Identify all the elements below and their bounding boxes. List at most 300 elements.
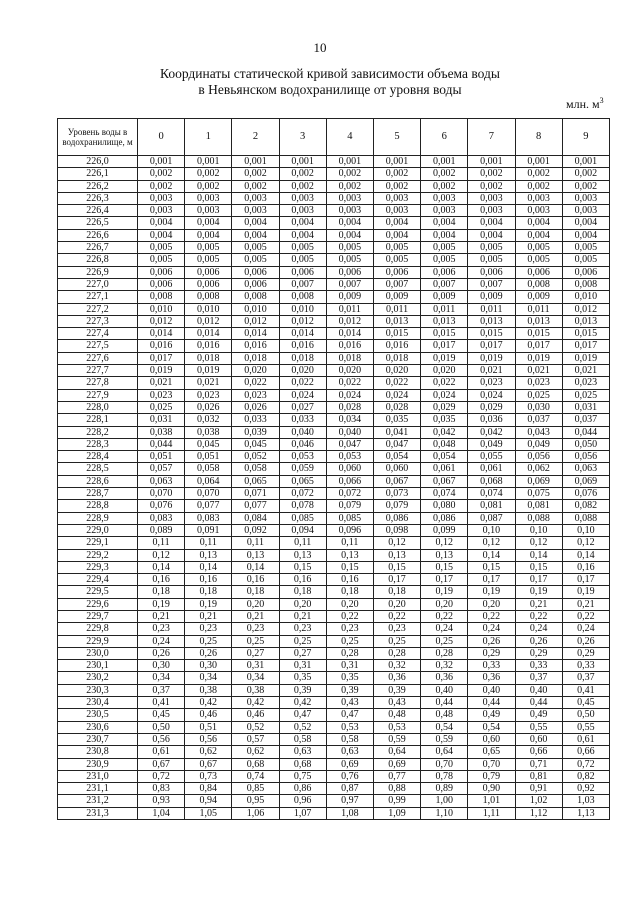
water-level-cell: 226,1 [58,168,138,180]
volume-cell: 0,16 [138,574,185,586]
volume-cell: 0,44 [468,697,515,709]
volume-cell: 0,28 [326,647,373,659]
volume-cell: 0,52 [232,721,279,733]
volume-cell: 0,56 [185,733,232,745]
volume-cell: 0,42 [185,697,232,709]
volume-cell: 0,025 [515,389,562,401]
volume-cell: 0,011 [373,303,420,315]
volume-cell: 0,021 [185,377,232,389]
table-row [58,623,610,635]
volume-cell: 0,003 [515,205,562,217]
volume-cell: 0,002 [185,180,232,192]
volume-cell: 0,001 [279,156,326,168]
volume-cell: 0,025 [138,401,185,413]
volume-cell: 0,037 [562,414,609,426]
volume-cell: 0,019 [468,352,515,364]
volume-cell: 0,50 [562,709,609,721]
volume-cell: 0,003 [326,192,373,204]
volume-cell: 0,060 [326,463,373,475]
volume-cell: 0,73 [185,770,232,782]
table-row [58,561,610,573]
volume-cell: 0,053 [279,451,326,463]
volume-cell: 0,004 [232,229,279,241]
volume-cell: 0,11 [185,537,232,549]
volume-cell: 0,008 [138,291,185,303]
volume-cell: 0,37 [562,672,609,684]
table-row [58,746,610,758]
volume-cell: 0,48 [373,709,420,721]
header-water-level: Уровень воды в водохранилище, м [58,119,138,156]
volume-cell: 0,44 [421,697,468,709]
volume-cell: 0,29 [562,647,609,659]
volume-cell: 0,14 [138,561,185,573]
table-row [58,807,610,819]
volume-cell: 0,22 [468,610,515,622]
volume-cell: 0,18 [138,586,185,598]
volume-cell: 0,30 [185,660,232,672]
table-row [58,365,610,377]
volume-cell: 0,041 [373,426,420,438]
volume-cell: 0,012 [232,315,279,327]
volume-cell: 0,42 [279,697,326,709]
volume-cell: 0,23 [138,623,185,635]
volume-cell: 0,003 [421,205,468,217]
volume-cell: 0,69 [326,758,373,770]
table-row [58,783,610,795]
volume-cell: 0,035 [373,414,420,426]
volume-cell: 0,040 [326,426,373,438]
volume-cell: 0,51 [185,721,232,733]
volume-cell: 0,15 [279,561,326,573]
volume-cell: 0,034 [326,414,373,426]
table-row [58,278,610,290]
volume-cell: 0,035 [421,414,468,426]
volume-cell: 0,004 [421,229,468,241]
volume-cell: 0,003 [421,192,468,204]
volume-cell: 0,004 [185,217,232,229]
volume-cell: 0,76 [326,770,373,782]
volume-cell: 0,033 [232,414,279,426]
volume-cell: 0,094 [279,524,326,536]
water-level-cell: 227,0 [58,278,138,290]
table-row [58,610,610,622]
water-level-cell: 227,2 [58,303,138,315]
volume-cell: 0,48 [421,709,468,721]
volume-cell: 0,17 [373,574,420,586]
volume-cell: 0,16 [232,574,279,586]
volume-cell: 0,10 [468,524,515,536]
volume-cell: 0,19 [562,586,609,598]
volume-cell: 0,062 [515,463,562,475]
volume-cell: 0,022 [279,377,326,389]
volume-cell: 0,21 [232,610,279,622]
volume-cell: 0,62 [185,746,232,758]
volume-cell: 1,09 [373,807,420,819]
water-level-cell: 226,2 [58,180,138,192]
volume-cell: 0,18 [232,586,279,598]
table-body [58,156,610,820]
volume-cell: 0,092 [232,524,279,536]
volume-cell: 0,87 [326,783,373,795]
volume-cell: 0,17 [562,574,609,586]
volume-cell: 0,045 [232,438,279,450]
volume-cell: 0,013 [515,315,562,327]
table-row [58,168,610,180]
volume-cell: 0,009 [421,291,468,303]
volume-cell: 0,15 [468,561,515,573]
water-level-cell: 226,8 [58,254,138,266]
volume-cell: 1,08 [326,807,373,819]
volume-cell: 0,46 [185,709,232,721]
volume-cell: 0,080 [421,500,468,512]
water-level-cell: 226,7 [58,242,138,254]
volume-cell: 0,005 [562,254,609,266]
water-level-cell: 230,6 [58,721,138,733]
water-level-cell: 228,6 [58,475,138,487]
volume-cell: 0,35 [326,672,373,684]
volume-cell: 0,59 [373,733,420,745]
volume-cell: 0,008 [185,291,232,303]
table-row [58,574,610,586]
volume-cell: 0,098 [373,524,420,536]
volume-cell: 0,002 [515,180,562,192]
volume-cell: 0,016 [279,340,326,352]
volume-cell: 0,23 [279,623,326,635]
volume-cell: 0,024 [326,389,373,401]
water-level-cell: 226,0 [58,156,138,168]
table-row [58,549,610,561]
volume-cell: 0,004 [373,229,420,241]
volume-cell: 0,21 [185,610,232,622]
volume-cell: 0,25 [279,635,326,647]
volume-cell: 0,011 [468,303,515,315]
volume-cell: 0,12 [138,549,185,561]
volume-cell: 0,002 [421,168,468,180]
volume-cell: 0,29 [468,647,515,659]
water-level-cell: 228,2 [58,426,138,438]
volume-cell: 0,088 [515,512,562,524]
volume-cell: 0,038 [185,426,232,438]
volume-cell: 0,002 [421,180,468,192]
volume-cell: 0,017 [515,340,562,352]
table-row [58,229,610,241]
volume-cell: 0,004 [326,229,373,241]
volume-cell: 0,003 [279,192,326,204]
volume-cell: 0,21 [562,598,609,610]
table-row [58,352,610,364]
volume-cell: 0,002 [185,168,232,180]
volume-cell: 0,002 [326,168,373,180]
volume-cell: 1,07 [279,807,326,819]
table-row [58,537,610,549]
volume-cell: 0,081 [515,500,562,512]
volume-cell: 0,069 [562,475,609,487]
table-row [58,438,610,450]
volume-cell: 0,005 [326,242,373,254]
volume-cell: 0,016 [373,340,420,352]
volume-cell: 0,010 [185,303,232,315]
volume-cell: 0,005 [232,242,279,254]
volume-cell: 0,71 [515,758,562,770]
volume-cell: 0,012 [138,315,185,327]
volume-cell: 0,044 [562,426,609,438]
water-level-cell: 231,0 [58,770,138,782]
volume-cell: 0,020 [373,365,420,377]
volume-cell: 0,033 [279,414,326,426]
water-level-cell: 226,3 [58,192,138,204]
volume-cell: 0,006 [468,266,515,278]
table-row [58,463,610,475]
volume-cell: 0,49 [468,709,515,721]
water-level-cell: 227,7 [58,365,138,377]
volume-cell: 0,009 [373,291,420,303]
volume-cell: 0,018 [326,352,373,364]
volume-cell: 0,066 [326,475,373,487]
volume-cell: 0,57 [232,733,279,745]
volume-cell: 0,056 [515,451,562,463]
header-column: 1 [185,119,232,156]
volume-cell: 0,002 [515,168,562,180]
volume-cell: 0,025 [562,389,609,401]
volume-cell: 0,046 [279,438,326,450]
volume-cell: 0,001 [373,156,420,168]
volume-cell: 0,047 [326,438,373,450]
volume-cell: 0,010 [138,303,185,315]
volume-cell: 0,93 [138,795,185,807]
volume-cell: 0,001 [468,156,515,168]
table-row [58,598,610,610]
volume-cell: 0,026 [185,401,232,413]
volume-cell: 0,13 [185,549,232,561]
volume-cell: 0,052 [232,451,279,463]
volume-cell: 0,54 [421,721,468,733]
volume-cell: 0,21 [138,610,185,622]
volume-cell: 0,59 [421,733,468,745]
volume-cell: 0,56 [138,733,185,745]
volume-cell: 0,020 [232,365,279,377]
table-row [58,647,610,659]
volume-cell: 0,86 [279,783,326,795]
volume-cell: 0,063 [138,475,185,487]
volume-cell: 0,95 [232,795,279,807]
volume-cell: 0,031 [562,401,609,413]
volume-cell: 0,16 [326,574,373,586]
volume-cell: 0,005 [468,254,515,266]
volume-cell: 0,26 [468,635,515,647]
volume-cell: 0,096 [326,524,373,536]
volume-cell: 0,53 [326,721,373,733]
volume-cell: 0,001 [138,156,185,168]
header-column: 2 [232,119,279,156]
volume-cell: 0,005 [468,242,515,254]
volume-cell: 0,75 [279,770,326,782]
volume-cell: 0,19 [138,598,185,610]
table-row [58,733,610,745]
volume-cell: 0,068 [468,475,515,487]
volume-cell: 0,008 [562,278,609,290]
volume-cell: 0,17 [468,574,515,586]
table-row [58,291,610,303]
volume-cell: 0,003 [515,192,562,204]
volume-cell: 1,10 [421,807,468,819]
volume-cell: 0,36 [468,672,515,684]
water-level-cell: 229,2 [58,549,138,561]
volume-cell: 0,004 [185,229,232,241]
volume-cell: 0,006 [279,266,326,278]
volume-cell: 0,003 [468,192,515,204]
volume-cell: 0,006 [138,278,185,290]
volume-cell: 0,25 [232,635,279,647]
header-column: 3 [279,119,326,156]
volume-cell: 0,005 [421,242,468,254]
table-row [58,340,610,352]
volume-cell: 0,19 [515,586,562,598]
table-row [58,451,610,463]
water-level-cell: 229,9 [58,635,138,647]
table-row [58,242,610,254]
volume-cell: 0,079 [326,500,373,512]
volume-cell: 0,39 [326,684,373,696]
water-level-cell: 230,0 [58,647,138,659]
volume-cell: 0,006 [185,278,232,290]
volume-cell: 0,18 [326,586,373,598]
water-level-cell: 229,5 [58,586,138,598]
header-column: 4 [326,119,373,156]
volume-cell: 0,010 [562,291,609,303]
header-column: 5 [373,119,420,156]
water-level-cell: 226,9 [58,266,138,278]
volume-cell: 0,007 [373,278,420,290]
water-level-cell: 230,9 [58,758,138,770]
volume-cell: 0,063 [562,463,609,475]
volume-cell: 0,079 [373,500,420,512]
volume-cell: 0,074 [421,488,468,500]
water-level-cell: 229,1 [58,537,138,549]
volume-cell: 0,069 [515,475,562,487]
volume-cell: 0,002 [138,168,185,180]
table-row [58,328,610,340]
volume-cell: 0,13 [421,549,468,561]
table-row [58,254,610,266]
volume-cell: 0,61 [138,746,185,758]
volume-cell: 0,006 [185,266,232,278]
volume-cell: 0,002 [468,180,515,192]
volume-cell: 0,12 [562,537,609,549]
volume-cell: 0,33 [515,660,562,672]
volume-cell: 0,014 [326,328,373,340]
water-level-cell: 227,3 [58,315,138,327]
volume-cell: 0,28 [421,647,468,659]
volume-cell: 0,37 [138,684,185,696]
volume-cell: 0,004 [515,229,562,241]
volume-cell: 0,024 [421,389,468,401]
volume-cell: 0,49 [515,709,562,721]
volume-cell: 0,36 [373,672,420,684]
volume-cell: 0,20 [232,598,279,610]
water-level-cell: 228,5 [58,463,138,475]
volume-cell: 0,39 [373,684,420,696]
volume-cell: 0,019 [562,352,609,364]
volume-cell: 0,022 [326,377,373,389]
water-level-cell: 227,6 [58,352,138,364]
table-row [58,414,610,426]
volume-cell: 0,25 [421,635,468,647]
volume-cell: 0,084 [232,512,279,524]
table-row [58,660,610,672]
volume-cell: 0,13 [326,549,373,561]
units-superscript: 3 [599,96,604,105]
water-level-cell: 226,6 [58,229,138,241]
volume-cell: 1,13 [562,807,609,819]
volume-cell: 0,33 [468,660,515,672]
volume-cell: 0,34 [138,672,185,684]
volume-cell: 0,46 [232,709,279,721]
volume-cell: 0,089 [138,524,185,536]
volume-cell: 0,89 [421,783,468,795]
volume-cell: 0,017 [138,352,185,364]
volume-cell: 0,059 [279,463,326,475]
volume-cell: 0,007 [468,278,515,290]
volume-cell: 0,18 [185,586,232,598]
volume-cell: 0,60 [468,733,515,745]
volume-cell: 0,63 [326,746,373,758]
volume-cell: 0,006 [138,266,185,278]
volume-cell: 0,040 [279,426,326,438]
volume-cell: 0,004 [515,217,562,229]
volume-cell: 0,023 [515,377,562,389]
header-column: 8 [515,119,562,156]
volume-cell: 0,31 [279,660,326,672]
water-level-cell: 227,8 [58,377,138,389]
volume-cell: 0,043 [515,426,562,438]
volume-cell: 0,003 [279,205,326,217]
table-row [58,205,610,217]
volume-cell: 0,81 [515,770,562,782]
volume-cell: 0,45 [562,697,609,709]
volume-cell: 1,04 [138,807,185,819]
volume-cell: 0,96 [279,795,326,807]
volume-cell: 0,012 [279,315,326,327]
volume-cell: 0,023 [232,389,279,401]
volume-cell: 1,11 [468,807,515,819]
volume-cell: 0,056 [562,451,609,463]
volume-cell: 0,92 [562,783,609,795]
volume-cell: 0,70 [468,758,515,770]
water-level-cell: 229,6 [58,598,138,610]
volume-cell: 0,024 [279,389,326,401]
volume-cell: 0,13 [279,549,326,561]
volume-cell: 0,50 [138,721,185,733]
volume-cell: 0,002 [232,168,279,180]
volume-cell: 0,15 [515,561,562,573]
volume-cell: 0,27 [279,647,326,659]
volume-cell: 0,16 [562,561,609,573]
volume-cell: 0,52 [279,721,326,733]
volume-cell: 0,055 [468,451,515,463]
volume-cell: 0,002 [279,180,326,192]
units-label [566,96,604,112]
volume-cell: 0,38 [185,684,232,696]
water-level-cell: 230,3 [58,684,138,696]
table-row [58,475,610,487]
volume-cell: 0,013 [373,315,420,327]
volume-cell: 0,67 [185,758,232,770]
table-row [58,389,610,401]
volume-cell: 0,072 [326,488,373,500]
volume-cell: 0,91 [515,783,562,795]
volume-cell: 0,024 [468,389,515,401]
volume-cell: 0,070 [185,488,232,500]
